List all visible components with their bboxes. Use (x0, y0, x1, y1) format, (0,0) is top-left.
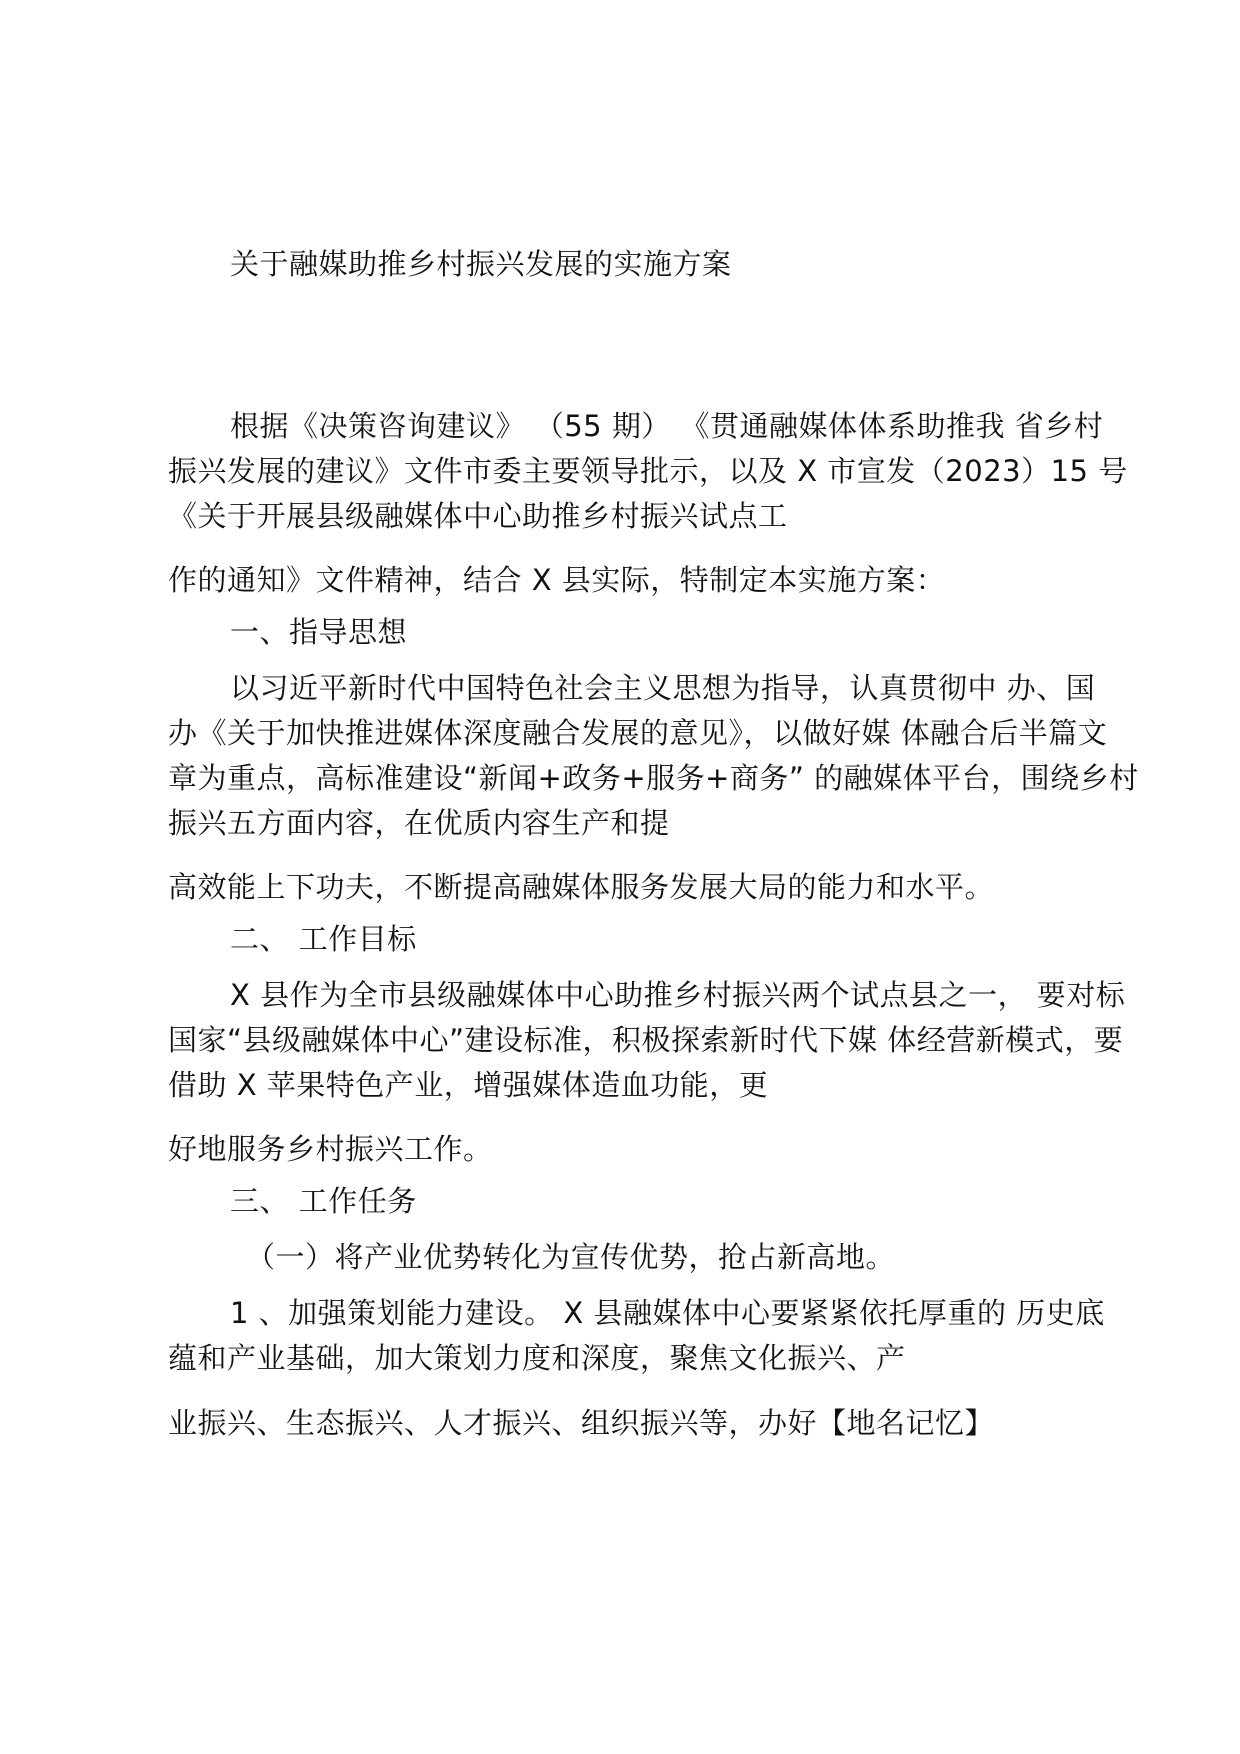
body-line: 振兴五方面内容，在优质内容生产和提 (168, 806, 670, 840)
body-line: 振兴发展的建议》文件市委主要领导批示，以及 X 市宣发（2023）15 号 (168, 454, 1128, 488)
body-line: 作的通知》文件精神，结合 X 县实际，特制定本实施方案： (168, 563, 946, 597)
body-line: 高效能上下功夫，不断提高融媒体服务发展大局的能力和水平。 (168, 870, 995, 904)
body-line: 业振兴、生态振兴、人才振兴、组织振兴等，办好【地名记忆】 (168, 1406, 995, 1440)
body-line: 好地服务乡村振兴工作。 (168, 1132, 493, 1166)
body-line: 借助 X 苹果特色产业，增强媒体造血功能，更 (168, 1068, 769, 1102)
body-line: 蕴和产业基础，加大策划力度和深度，聚焦文化振兴、产 (168, 1341, 906, 1375)
document-title: 关于融媒助推乡村振兴发展的实施方案 (230, 247, 732, 281)
section-heading: 二、 工作目标 (230, 922, 417, 956)
body-line: 1 、加强策划能力建设。 X 县融媒体中心要紧紧依托厚重的 历史底 (230, 1296, 1105, 1330)
body-line: 根据《决策咨询建议》 （55 期） 《贯通融媒体体系助推我 省乡村 (230, 409, 1104, 443)
section-heading: 三、 工作任务 (230, 1184, 417, 1218)
subsection-heading: （一）将产业优势转化为宣传优势，抢占新高地。 (246, 1240, 896, 1274)
body-line: X 县作为全市县级融媒体中心助推乡村振兴两个试点县之一， 要对标 (230, 978, 1126, 1012)
section-heading: 一、指导思想 (230, 615, 408, 649)
body-line: 国家“县级融媒体中心”建设标准，积极探索新时代下媒 体经营新模式，要 (168, 1023, 1124, 1057)
body-line: 章为重点，高标准建设“新闻+政务+服务+商务” 的融媒体平台，围绕乡村 (168, 761, 1139, 795)
body-line: 办《关于加快推进媒体深度融合发展的意见》，以做好媒 体融合后半篇文 (168, 716, 1108, 750)
body-line: 《关于开展县级融媒体中心助推乡村振兴试点工 (168, 499, 788, 533)
body-line: 以习近平新时代中国特色社会主义思想为指导，认真贯彻中 办、国 (230, 671, 1096, 705)
